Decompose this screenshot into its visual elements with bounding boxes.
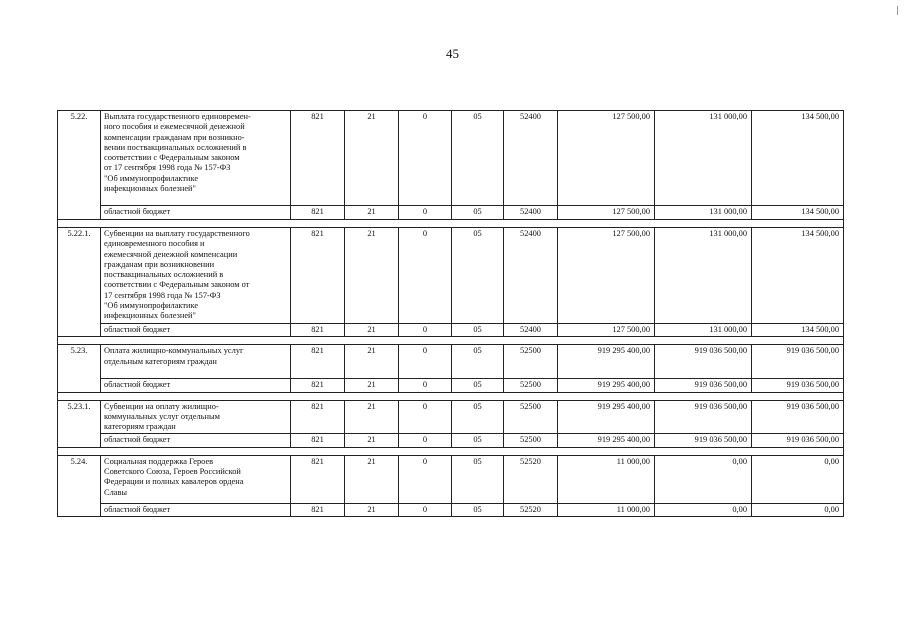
separator-cell	[101, 392, 291, 400]
code-target: 52400	[504, 206, 558, 220]
code-section: 21	[345, 324, 399, 337]
amount-2: 0,00	[655, 503, 752, 516]
table-separator	[58, 447, 844, 455]
page-number: 45	[446, 46, 459, 61]
code-article: 05	[452, 111, 504, 206]
amount-3: 134 500,00	[752, 324, 844, 337]
code-target: 52500	[504, 434, 558, 447]
amount-3: 0,00	[752, 455, 844, 503]
table-row	[58, 324, 844, 337]
code-target: 52520	[504, 503, 558, 516]
code-article: 05	[452, 228, 504, 324]
code-ministry: 821	[291, 455, 345, 503]
amount-3: 919 036 500,00	[752, 434, 844, 447]
table-row	[58, 455, 844, 503]
code-section: 21	[345, 345, 399, 379]
separator-cell	[399, 447, 452, 455]
separator-cell	[504, 447, 558, 455]
code-subsection: 0	[399, 345, 452, 379]
separator-cell	[399, 392, 452, 400]
code-subsection: 0	[399, 379, 452, 392]
code-ministry: 821	[291, 345, 345, 379]
table-row	[58, 434, 844, 447]
amount-1: 11 000,00	[558, 455, 655, 503]
amount-1: 11 000,00	[558, 503, 655, 516]
row-number: 5.22.1.	[58, 228, 101, 337]
code-article: 05	[452, 379, 504, 392]
separator-cell	[752, 337, 844, 345]
row-name: Субвенции на выплату государственного единовременного пособия и ежемесячной денежной компенсации гражданам при возникновении поствакцинальных осложнений в соответствии с Федеральным законом от 17 сентября 1998 года № 157-ФЗ "Об иммунопрофилактике инфекционных болезней"	[101, 228, 291, 324]
amount-2: 919 036 500,00	[655, 400, 752, 434]
separator-cell	[655, 447, 752, 455]
code-ministry: 821	[291, 228, 345, 324]
table-separator	[58, 220, 844, 228]
code-subsection: 0	[399, 111, 452, 206]
code-ministry: 821	[291, 324, 345, 337]
amount-2: 0,00	[655, 455, 752, 503]
separator-cell	[558, 447, 655, 455]
separator-cell	[399, 220, 452, 228]
amount-1: 919 295 400,00	[558, 400, 655, 434]
row-name: Оплата жилищно-коммунальных услуг отдельным категориям граждан	[101, 345, 291, 379]
amount-1: 919 295 400,00	[558, 434, 655, 447]
code-article: 05	[452, 400, 504, 434]
table-row	[58, 400, 844, 434]
separator-cell	[452, 447, 504, 455]
code-target: 52500	[504, 345, 558, 379]
code-target: 52500	[504, 379, 558, 392]
separator-cell	[101, 220, 291, 228]
separator-cell	[452, 337, 504, 345]
separator-cell	[452, 220, 504, 228]
separator-cell	[752, 447, 844, 455]
separator-cell	[291, 392, 345, 400]
amount-3: 134 500,00	[752, 228, 844, 324]
amount-3: 919 036 500,00	[752, 379, 844, 392]
separator-cell	[58, 337, 101, 345]
amount-2: 131 000,00	[655, 324, 752, 337]
code-section: 21	[345, 434, 399, 447]
separator-cell	[291, 220, 345, 228]
table-row	[58, 345, 844, 379]
amount-2: 131 000,00	[655, 228, 752, 324]
code-ministry: 821	[291, 111, 345, 206]
amount-3: 134 500,00	[752, 206, 844, 220]
code-target: 52400	[504, 228, 558, 324]
code-article: 05	[452, 324, 504, 337]
code-subsection: 0	[399, 503, 452, 516]
separator-cell	[58, 392, 101, 400]
code-section: 21	[345, 455, 399, 503]
amount-3: 134 500,00	[752, 111, 844, 206]
edge-mark	[897, 6, 898, 15]
separator-cell	[655, 220, 752, 228]
amount-3: 919 036 500,00	[752, 400, 844, 434]
separator-cell	[58, 447, 101, 455]
separator-cell	[345, 220, 399, 228]
code-subsection: 0	[399, 206, 452, 220]
row-name: Социальная поддержка Героев Советского Союза, Героев Российской Федерации и полных кавалеров ордена Славы	[101, 455, 291, 503]
row-name: областной бюджет	[101, 503, 291, 516]
separator-cell	[345, 392, 399, 400]
amount-1: 919 295 400,00	[558, 379, 655, 392]
separator-cell	[655, 337, 752, 345]
code-article: 05	[452, 455, 504, 503]
row-name: Выплата государственного единовремен- ного пособия и ежемесячной денежной компенсации гражданам при возникно- вении поствакцинальных осложнений в соответствии с Федеральным законом от 17 сентября 1998 года № 157-ФЗ "Об иммунопрофилактике инфекционных болезней"	[101, 111, 291, 206]
row-number: 5.24.	[58, 455, 101, 516]
code-section: 21	[345, 228, 399, 324]
separator-cell	[345, 447, 399, 455]
table-row	[58, 228, 844, 324]
table-separator	[58, 337, 844, 345]
amount-1: 919 295 400,00	[558, 345, 655, 379]
table-row	[58, 111, 844, 206]
amount-2: 131 000,00	[655, 206, 752, 220]
separator-cell	[558, 337, 655, 345]
row-name: областной бюджет	[101, 434, 291, 447]
code-section: 21	[345, 503, 399, 516]
code-subsection: 0	[399, 400, 452, 434]
row-number: 5.23.1.	[58, 400, 101, 447]
code-target: 52400	[504, 111, 558, 206]
table-row	[58, 379, 844, 392]
separator-cell	[101, 337, 291, 345]
code-section: 21	[345, 379, 399, 392]
amount-1: 127 500,00	[558, 111, 655, 206]
code-ministry: 821	[291, 206, 345, 220]
code-target: 52500	[504, 400, 558, 434]
code-target: 52520	[504, 455, 558, 503]
row-number: 5.23.	[58, 345, 101, 392]
table-row	[58, 503, 844, 516]
row-number: 5.22.	[58, 111, 101, 220]
separator-cell	[291, 337, 345, 345]
separator-cell	[504, 392, 558, 400]
amount-2: 919 036 500,00	[655, 434, 752, 447]
amount-1: 127 500,00	[558, 324, 655, 337]
row-name: областной бюджет	[101, 379, 291, 392]
separator-cell	[452, 392, 504, 400]
separator-cell	[345, 337, 399, 345]
code-article: 05	[452, 503, 504, 516]
table-row	[58, 206, 844, 220]
separator-cell	[655, 392, 752, 400]
code-target: 52400	[504, 324, 558, 337]
code-ministry: 821	[291, 379, 345, 392]
row-name: областной бюджет	[101, 206, 291, 220]
separator-cell	[558, 220, 655, 228]
code-subsection: 0	[399, 434, 452, 447]
separator-cell	[399, 337, 452, 345]
code-subsection: 0	[399, 455, 452, 503]
separator-cell	[504, 337, 558, 345]
code-section: 21	[345, 111, 399, 206]
code-article: 05	[452, 206, 504, 220]
budget-table	[57, 110, 844, 517]
separator-cell	[58, 220, 101, 228]
separator-cell	[558, 392, 655, 400]
amount-1: 127 500,00	[558, 228, 655, 324]
amount-2: 131 000,00	[655, 111, 752, 206]
code-subsection: 0	[399, 228, 452, 324]
code-article: 05	[452, 345, 504, 379]
separator-cell	[101, 447, 291, 455]
code-article: 05	[452, 434, 504, 447]
amount-3: 0,00	[752, 503, 844, 516]
amount-2: 919 036 500,00	[655, 345, 752, 379]
separator-cell	[752, 392, 844, 400]
code-ministry: 821	[291, 503, 345, 516]
separator-cell	[752, 220, 844, 228]
code-section: 21	[345, 206, 399, 220]
amount-2: 919 036 500,00	[655, 379, 752, 392]
code-ministry: 821	[291, 400, 345, 434]
table-separator	[58, 392, 844, 400]
row-name: областной бюджет	[101, 324, 291, 337]
row-name: Субвенции на оплату жилищно- коммунальных услуг отдельным категориям граждан	[101, 400, 291, 434]
separator-cell	[291, 447, 345, 455]
code-ministry: 821	[291, 434, 345, 447]
amount-1: 127 500,00	[558, 206, 655, 220]
code-subsection: 0	[399, 324, 452, 337]
code-section: 21	[345, 400, 399, 434]
amount-3: 919 036 500,00	[752, 345, 844, 379]
separator-cell	[504, 220, 558, 228]
